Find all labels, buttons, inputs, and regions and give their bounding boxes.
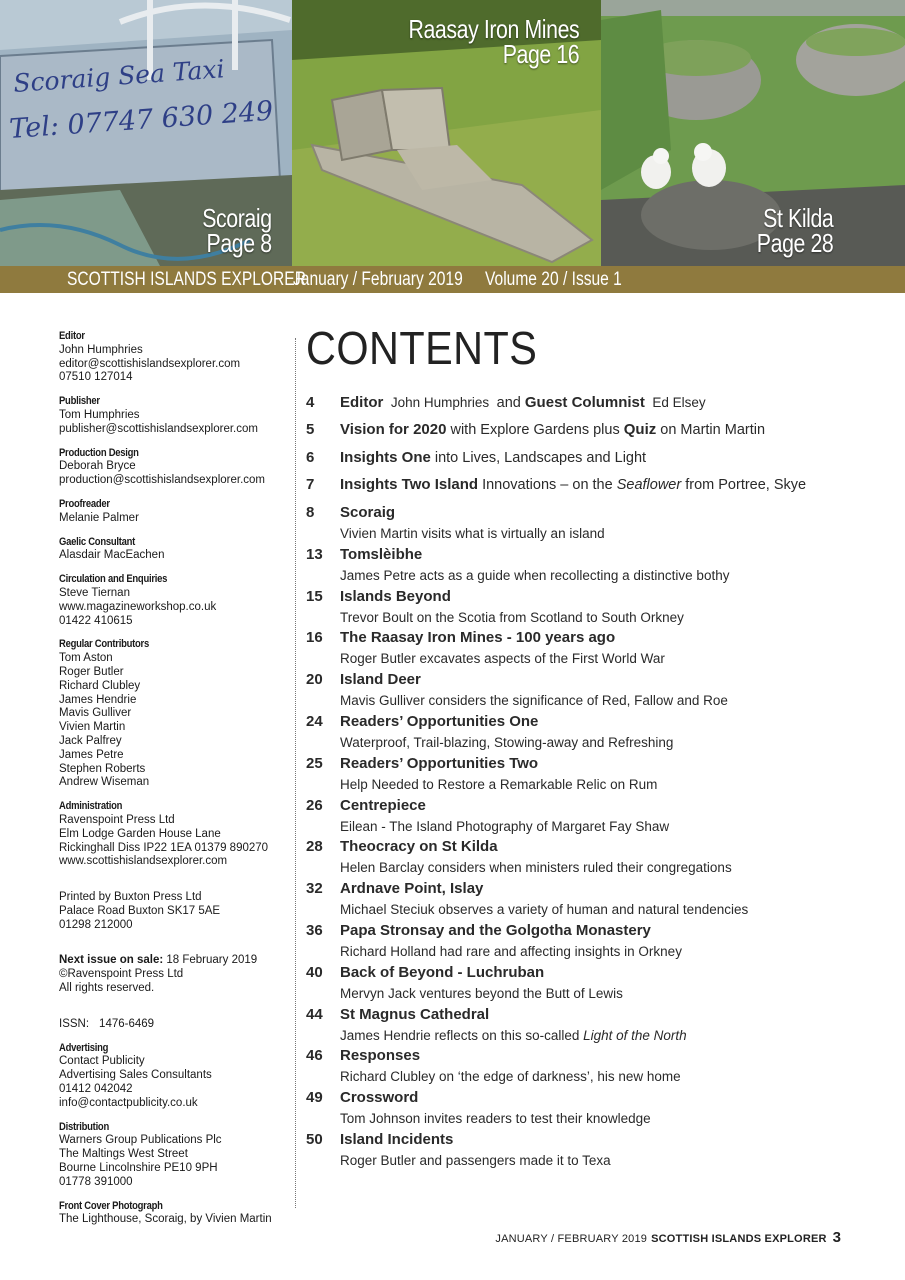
entry-description-text: Mervyn Jack ventures beyond the Butt of Lewis [340,985,623,1001]
masthead-line: Rickinghall Diss IP22 1EA 01379 890270 [59,841,269,854]
raasay-caption [408,14,579,69]
issn-value: 1476-6469 [99,1017,155,1030]
entry-title: The Raasay Iron Mines - 100 years ago [340,629,616,647]
masthead-line: ©Ravenspoint Press Ltd [59,968,184,981]
entry-description [340,733,886,753]
entry-page-number: 20 [306,671,323,689]
contributor-name: Roger Butler [59,665,124,678]
masthead-editor [59,330,289,385]
masthead-email[interactable]: production@scottishislandsexplorer.com [59,474,265,487]
entry-title: Vision for 2020 [340,421,447,439]
entry-description-italic: Light of the North [583,1027,687,1043]
entry-description [340,566,886,586]
entry-description: John Humphries [383,395,497,410]
entry-description-text: Michael Steciuk observes a variety of human and natural tendencies [340,902,749,918]
masthead-line: The Lighthouse, Scoraig, by Vivien Martin [59,1213,272,1226]
scoraig-caption [202,203,272,258]
masthead-heading: Administration [59,800,123,813]
stkilda-caption-page: Page 28 [756,228,833,258]
entry-description [340,524,886,544]
page-number: 3 [832,1229,841,1246]
sign-text-line2: Tel: 07747 630 249 [8,95,275,145]
stkilda-caption [756,203,833,258]
contributor-name: James Petre [59,748,124,761]
masthead-line: Advertising Sales Consultants [59,1069,212,1082]
masthead-next-issue [59,954,289,995]
footer-magazine: SCOTTISH ISLANDS EXPLORER [651,1233,827,1245]
scoraig-caption-page: Page 8 [206,228,272,258]
entry-page-number: 15 [306,587,323,605]
entry-page-number: 44 [306,1005,323,1023]
entry-description: Ed Elsey [644,395,706,410]
masthead-line: Steve Tiernan [59,586,130,599]
masthead-heading: Circulation and Enquiries [59,573,168,586]
masthead-line: Elm Lodge Garden House Lane [59,827,221,840]
entry-title: Ardnave Point, Islay [340,880,484,898]
entry-description-text: Helen Barclay considers when ministers ruled their congregations [340,860,732,876]
entry-text [340,419,886,441]
entry-page-number: 25 [306,754,323,772]
entry-description-text: Mavis Gulliver considers the significance of Red, Fallow and Roe [340,693,728,709]
issue-band [0,266,905,293]
masthead-issn [59,1018,289,1032]
entry-description [340,858,886,878]
masthead-heading: Regular Contributors [59,638,149,651]
masthead-line: Bourne Lincolnshire PE10 9PH [59,1162,218,1175]
masthead-line: Printed by Buxton Press Ltd [59,891,202,904]
masthead-cover [59,1200,289,1228]
entry-page-number: 6 [306,448,315,466]
entry-title: Insights Two Island [340,475,479,493]
masthead-line: Melanie Palmer [59,511,139,524]
masthead-heading: Advertising [59,1041,109,1054]
entry-page-number: 28 [306,838,323,856]
entry-description-text: Roger Butler and passengers made it to Texa [340,1153,611,1168]
masthead-distribution [59,1121,289,1190]
masthead-phone: 01298 212000 [59,918,133,931]
sign-text-line1: Scoraig Sea Taxi [12,54,226,98]
masthead-line: John Humphries [59,343,143,356]
entry-title: Islands Beyond [340,587,451,605]
entry-description-text: James Hendrie reflects on this so-called [340,1027,584,1043]
page-footer [495,1228,841,1249]
entry-page-number: 50 [306,1131,323,1148]
band-magazine-name: SCOTTISH ISLANDS EXPLORER [67,269,306,290]
stkilda-photo[interactable] [601,0,905,266]
entry-description-text: Tom Johnson invites readers to test their knowledge [340,1111,651,1127]
masthead-line: Ravenspoint Press Ltd [59,813,175,826]
masthead-line: Palace Road Buxton SK17 5AE [59,904,221,917]
next-issue-label: Next issue on sale: [59,954,164,967]
masthead-website[interactable]: www.scottishislandsexplorer.com [59,855,228,868]
stkilda-caption-title: St Kilda [762,203,833,233]
entry-page-number: 7 [306,475,315,493]
entry-description-text: Richard Clubley on ‘the edge of darkness’, his new home [340,1069,681,1085]
masthead-gaelic [59,536,289,564]
masthead-line: Contact Publicity [59,1055,145,1068]
masthead-email[interactable]: publisher@scottishislandsexplorer.com [59,422,258,435]
entry-description [340,1026,886,1046]
entry-title: Editor [340,394,384,411]
entry-title: Centrepiece [340,796,426,814]
entry-description: from Portree, Skye [681,476,807,493]
entry-description-text: James Petre acts as a guide when recollecting a distinctive bothy [340,567,730,583]
entry-title: Insights One [340,448,431,466]
masthead-line: Deborah Bryce [59,460,136,473]
masthead-phone: 01422 410615 [59,614,133,627]
entry-description [340,942,886,962]
entry-title: Readers’ Opportunities One [340,713,539,730]
masthead-phone: 01778 391000 [59,1175,133,1188]
entry-page-number: 24 [306,713,323,730]
masthead-email[interactable]: info@contactpublicity.co.uk [59,1096,198,1109]
scoraig-photo[interactable] [0,0,292,266]
entry-description-text: Waterproof, Trail-blazing, Stowing-away and Refreshing [340,735,674,750]
entry-description-text: Richard Holland had rare and affecting insights in Orkney [340,944,682,959]
entry-description [340,984,886,1004]
masthead-column [59,330,289,1237]
contributor-name: Tom Aston [59,652,113,665]
masthead-heading: Front Cover Photograph [59,1199,163,1212]
entry-description [340,608,886,628]
entry-page-number: 46 [306,1047,323,1065]
issn-label: ISSN: [59,1017,90,1030]
column-divider [295,338,296,1208]
masthead-line: Warners Group Publications Plc [59,1134,222,1147]
entry-page-number: 5 [306,421,315,439]
entry-page-number: 40 [306,963,323,981]
footer-date: JANUARY / FEBRUARY 2019 [495,1233,648,1245]
masthead-line: Tom Humphries [59,408,140,421]
entry-page-number: 8 [306,504,315,521]
entry-description-text: Trevor Boult on the Scotia from Scotland to South Orkney [340,609,684,625]
entry-page-number: 13 [306,545,323,563]
entry-title: Readers’ Opportunities Two [340,754,539,772]
entry-description [340,775,886,795]
masthead-phone: 07510 127014 [59,371,133,384]
masthead-line: Alasdair MacEachen [59,549,165,562]
entry-description [340,1109,886,1129]
entry-title: Scoraig [340,504,396,521]
masthead-line: The Maltings West Street [59,1148,188,1161]
st-kilda-image [601,0,905,266]
masthead-heading: Proofreader [59,497,110,510]
masthead-administration [59,800,289,869]
masthead-phone: 01412 042042 [59,1083,133,1096]
entry-text [340,447,886,469]
entry-text [340,474,886,496]
band-volume: Volume 20 / Issue 1 [485,269,622,290]
entry-title: Back of Beyond - Luchruban [340,963,545,981]
entry-title: Island Incidents [340,1131,454,1148]
entry-description [340,1067,886,1087]
entry-description-text: Help Needed to Restore a Remarkable Relic on Rum [340,776,658,792]
entry-description: with Explore Gardens plus [446,422,624,439]
masthead-production [59,447,289,488]
raasay-caption-page: Page 16 [502,39,579,69]
contributor-name: Vivien Martin [59,721,126,734]
masthead-publisher [59,395,289,436]
masthead-circulation [59,573,289,628]
contributor-name: James Hendrie [59,693,137,706]
masthead-heading: Production Design [59,446,139,459]
entry-title: Tomslèibhe [340,545,423,563]
entry-description [340,649,886,669]
raasay-caption-title: Raasay Iron Mines [408,14,579,44]
entry-title: Responses [340,1047,421,1065]
entry-description: Seaflower [616,476,682,493]
entry-description: Innovations – on the [478,476,617,493]
masthead-heading: Publisher [59,395,100,408]
contributor-name: Mavis Gulliver [59,707,132,720]
entry-page-number: 36 [306,922,323,939]
band-issue-date: January / February 2019 [293,269,463,290]
entry-title: Quiz [623,421,657,439]
entry-text [340,392,886,414]
cover-photo-strip [0,0,905,266]
entry-title: Theocracy on St Kilda [340,838,498,856]
entry-description [340,1151,886,1171]
masthead-advertising [59,1042,289,1111]
entry-page-number: 16 [306,629,323,647]
contributor-name: Andrew Wiseman [59,776,150,789]
entry-page-number: 4 [306,394,315,411]
entry-title: Island Deer [340,671,421,689]
raasay-photo[interactable] [292,0,601,266]
entry-description [340,900,886,920]
masthead-heading: Distribution [59,1120,109,1133]
masthead-proofreader [59,498,289,526]
entry-page-number: 32 [306,880,323,898]
entry-description: and [496,395,525,411]
contributor-name: Richard Clubley [59,679,141,692]
entry-description-text: Vivien Martin visits what is virtually an island [340,526,605,541]
entry-title: Guest Columnist [524,394,645,411]
masthead-email[interactable]: editor@scottishislandsexplorer.com [59,357,241,370]
scoraig-caption-title: Scoraig [202,203,272,233]
entry-title: Crossword [340,1089,419,1107]
entry-description [340,817,886,837]
next-issue-date: 18 February 2019 [163,954,258,967]
entry-title: St Magnus Cathedral [340,1005,490,1023]
masthead-website[interactable]: www.magazineworkshop.co.uk [59,600,217,613]
next-issue-line [59,954,289,968]
entry-title: Papa Stronsay and the Golgotha Monastery [340,922,651,939]
masthead-heading: Gaelic Consultant [59,535,136,548]
contents-heading: CONTENTS [306,322,538,374]
masthead-line: All rights reserved. [59,982,155,995]
contributor-name: Jack Palfrey [59,734,122,747]
contributor-name: Stephen Roberts [59,762,146,775]
masthead-heading: Editor [59,330,85,342]
masthead-contributors [59,638,289,790]
entry-description-text: Roger Butler excavates aspects of the First World War [340,651,665,667]
masthead-printer [59,891,289,932]
entry-description: on Martin Martin [656,422,766,439]
entry-page-number: 26 [306,796,323,814]
issn-line [59,1018,289,1032]
entry-description: into Lives, Landscapes and Light [430,449,647,466]
entry-description-text: Eilean - The Island Photography of Margaret Fay Shaw [340,818,670,834]
entry-description [340,691,886,711]
entry-page-number: 49 [306,1089,323,1107]
